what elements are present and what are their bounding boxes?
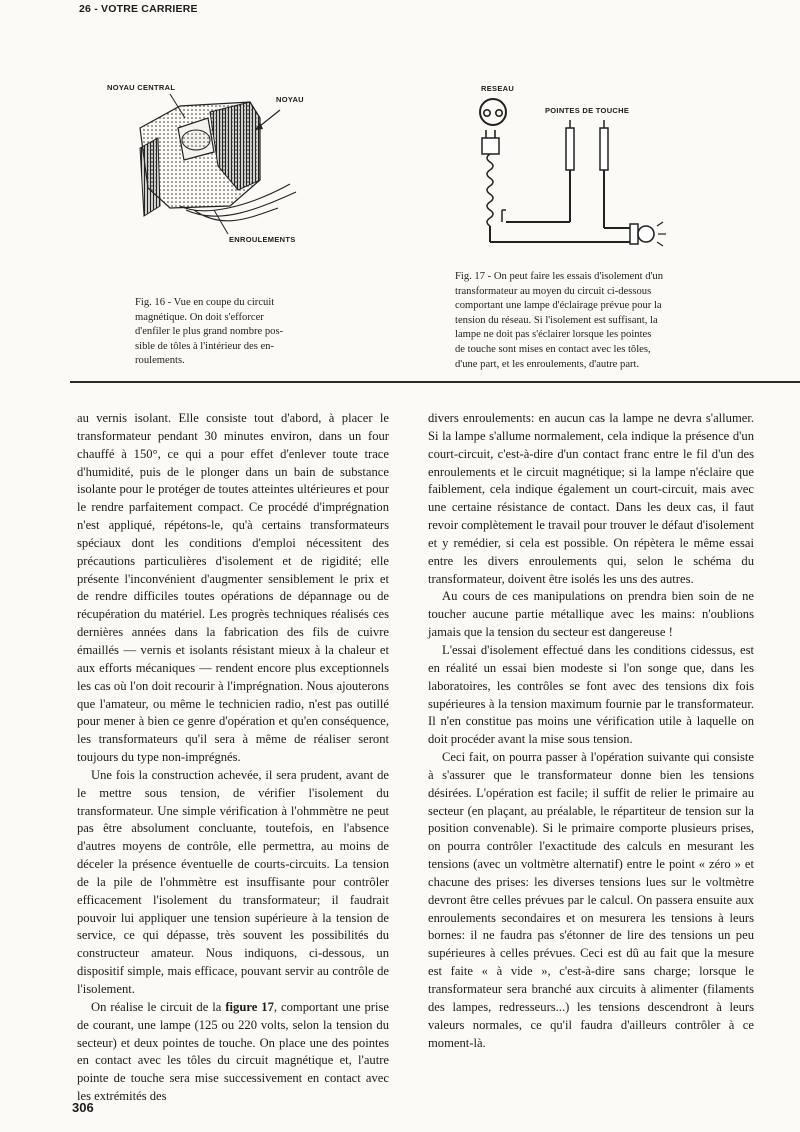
text-column-left xyxy=(77,410,389,1106)
caption-line: tension du réseau. Si l'isolement est suffisant, la xyxy=(455,314,658,326)
caption-line: roulements. xyxy=(135,355,185,367)
label-enroulements: ENROULEMENTS xyxy=(229,235,296,244)
label-noyau-central: NOYAU CENTRAL xyxy=(107,83,176,92)
page-number: 306 xyxy=(72,1100,94,1115)
paragraph: divers enroulements: en aucun cas la lampe ne devra s'allumer. Si la lampe s'allume normalement, cela indique la présence d'un court-circuit, c'est-à-dire d'un contact franc entre le fil d'un des enroulements et le circuit magnétique; si la lampe n'éclaire que faiblement, cela indique également un court-circuit, mais avec une certaine résistance de contact. Dans les deux cas, il faut revoir complètement le travail pour trouver le défaut d'isolement et y remédier, si cela est possible. On répètera le même essai entre les divers enroulements qui, selon le schéma du transformateur, doivent être isolés les uns des autres. xyxy=(428,411,754,586)
paragraph: Une fois la construction achevée, il sera prudent, avant de le mettre sous tension, de vérifier l'isolement du transformateur. Une simple vérification à l'ohmmètre ne peut pas être absolument concluante, toutefois, en l'absence d'autres moyens de contrôle, elle permettra, au moins de déceler la présence éventuelle de courts-circuits. La tension de la pile de l'ohmmètre est insuffisante pour contrôler efficacement l'isolement du transformateur; il faudrait pouvoir lui appliquer une tension supérieure à la tension de service, ce qui dépasse, très souvent les possibilités du constructeur amateur. Nous indiquons, ci-dessous, un dispositif simple, mais efficace, pouvant servir au contrôle de l'isolement. xyxy=(77,767,389,996)
label-noyau: NOYAU xyxy=(276,95,304,104)
caption-line: d'une part, et les enroulements, d'autre part. xyxy=(455,358,640,370)
paragraph: Au cours de ces manipulations on prendra bien soin de ne toucher aucune partie métallique avec les mains: n'oublions jamais que la tension du secteur est dangereuse ! xyxy=(428,589,754,640)
caption-line: comportant une lampe d'éclairage prévue pour la xyxy=(455,300,662,312)
caption-line: lampe ne doit pas s'éclairer lorsque les pointes xyxy=(455,329,652,341)
figure-17-caption xyxy=(455,270,713,372)
label-reseau: RESEAU xyxy=(481,84,515,93)
figure-16-transformer-drawing xyxy=(110,88,310,238)
paragraph: L'essai d'isolement effectué dans les conditions cidessus, est en réalité un essai bien modeste si l'on songe que, dans les laboratoires, les contrôles se font avec des tensions dix fois supérieures à la tension maximum fournie par le transformateur. Il n'en constitue pas moins une vérification utile à laquelle on doit procéder avant la mise sous tension. xyxy=(428,642,754,747)
figure-17-circuit-diagram xyxy=(470,90,670,260)
caption-line: Fig. 17 - On peut faire les essais d'isolement d'un xyxy=(455,271,664,282)
paragraph: Ceci fait, on pourra passer à l'opération suivante qui consiste à s'assurer que le transformateur donne bien les tensions désirées. L'opération est facile; il suffit de relier le primaire au secteur (en plaçant, au préalable, le répartiteur de tension sur la position convenable). Si le primaire comporte plusieurs prises, on pourra contrôler l'exactitude des calculs en mesurant les tensions (avec un voltmètre alternatif) entre le point « zéro » et chacune des prises: les diverses tensions lues sur le voltmètre devront être celles prévues par le calcul. On passera ensuite aux enroulements secondaires et on mesurera les tensions à leurs bornes: il ne faudra pas s'étonner de lire des tensions un peu supérieures à celles prévues. Ceci est dû au fait que la mesure est faite « à vide », c'est-à-dire sans charge; lorsque le transformateur sera branché aux circuits à alimenter (filaments des lampes, redresseurs...) les tensions descendront à leurs valeurs normales, ce qu'il faudra d'ailleurs contrôler à ce moment-là. xyxy=(428,750,754,1050)
caption-line: d'enfiler le plus grand nombre pos- xyxy=(135,326,284,338)
figure-reference: figure 17 xyxy=(225,999,274,1014)
caption-line: magnétique. On doit s'efforcer xyxy=(135,311,264,323)
caption-line: transformateur au moyen du circuit ci-dessous xyxy=(455,285,652,297)
paragraph xyxy=(77,999,389,1106)
figure-16-caption xyxy=(135,296,335,369)
caption-line: sible de tôles à l'intérieur des en- xyxy=(135,340,274,352)
caption-line: de touche sont mises en contact avec les tôles, xyxy=(455,343,651,355)
caption-line: Fig. 16 - Vue en coupe du circuit xyxy=(135,297,275,308)
label-pointes-de-touche: POINTES DE TOUCHE xyxy=(545,106,630,115)
text-run: On réalise le circuit de la xyxy=(91,999,226,1014)
horizontal-rule xyxy=(70,381,800,383)
text-column-right xyxy=(428,410,754,1052)
text-run: , comportant une prise de courant, une lampe (125 ou 220 volts, selon la tension du secteur) et deux pointes de touche. On place une des pointes en contact avec les tôles du circuit magnétique et, l'autre pointe de touche sera mise successivement en contact avec les extrémités des xyxy=(77,999,389,1104)
running-head: 26 - VOTRE CARRIERE xyxy=(79,3,198,15)
paragraph: au vernis isolant. Elle consiste tout d'abord, à placer le transformateur pendant 30 minutes environ, dans un four chauffé à 150°, ce qui a pour effet d'enlever toute trace d'humidité, puis de le plonger dans un bain de substance isolante pour le protéger de toutes atteintes ultérieures et pour le rendre parfaitement compact. Ce procédé d'imprégnation n'est appliqué, répétons-le, qu'à certains transformateurs spéciaux dont les conditions d'emploi nécessitent des précautions particulières d'isolement et de rigidité; elle présente l'inconvénient d'augmenter sensiblement le prix et de rendre difficiles toutes opérations de dépannage ou de récupération du matériel. Les progrès techniques réalisés ces dernières années dans la fabrication des fils de cuivre émaillés — vernis et isolants résistant mieux à la chaleur et aux efforts mécaniques — rendent encore plus exceptionnels les cas où l'on doit recourir à l'imprégnation. Nous ajouterons que l'amateur, ou même le technicien radio, n'est pas outillé pour mener à bien ce genre d'opération et qu'en conséquence, les transformateurs qu'il sera à même de réaliser seront toujours du type non-imprégnés. xyxy=(77,411,389,765)
